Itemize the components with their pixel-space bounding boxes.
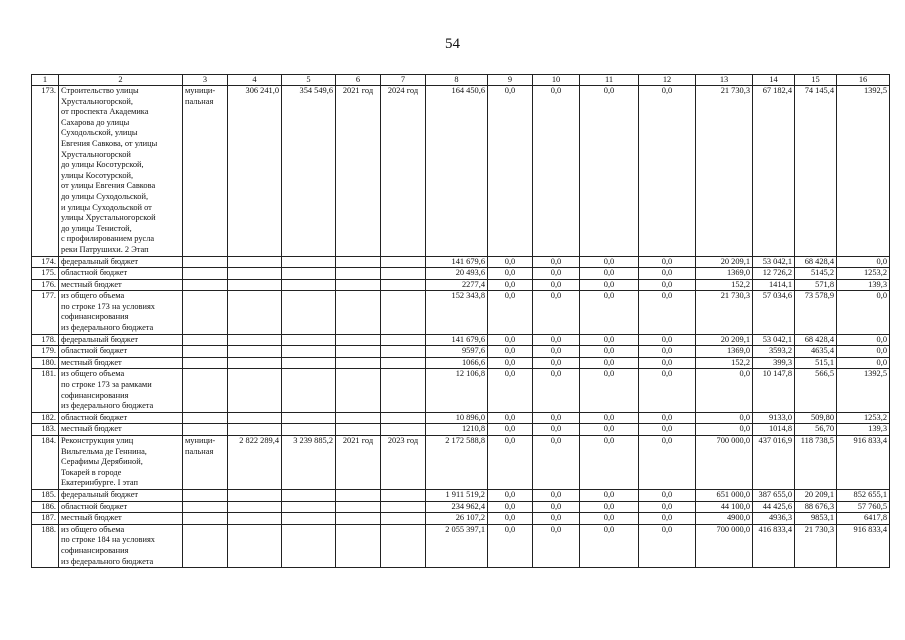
table-cell: 0,0 <box>639 489 696 501</box>
table-cell: 0,0 <box>580 412 639 424</box>
table-cell: 0,0 <box>488 412 533 424</box>
column-number: 15 <box>795 75 837 86</box>
table-cell: 2021 год <box>336 436 381 490</box>
table-cell: 0,0 <box>580 424 639 436</box>
table-cell <box>228 524 282 567</box>
table-cell <box>336 369 381 412</box>
row-name-cell: из общего объема по строке 184 на условиях софинансирования из федерального бюджета <box>59 524 183 567</box>
row-name-cell: Строительство улицы Хрустальногорской, от проспекта Академика Сахарова до улицы Суходольской, улицы Евгения Савкова, от улицы Хрустальногорской до улицы Косотурской, улицы Косотурской, от улицы Евгения Савкова до улицы Суходольской, и улицы Суходольской от улицы Хрустальногорской до улицы Тенистой, с профилированием русла реки Патрушихи. 2 Этап <box>59 86 183 257</box>
table-cell: 2023 год <box>381 436 426 490</box>
column-number: 9 <box>488 75 533 86</box>
table-cell: 0,0 <box>639 86 696 257</box>
table-cell: 0,0 <box>580 346 639 358</box>
table-cell: 354 549,6 <box>282 86 336 257</box>
row-name-cell: местный бюджет <box>59 279 183 291</box>
table-row <box>32 357 890 369</box>
table-cell: 0,0 <box>533 86 580 257</box>
table-cell: 0,0 <box>533 357 580 369</box>
table-cell <box>282 256 336 268</box>
table-cell: 0,0 <box>696 369 753 412</box>
table-cell: 20 209,1 <box>696 334 753 346</box>
table-cell <box>381 369 426 412</box>
table-cell: 437 016,9 <box>753 436 795 490</box>
row-number-cell: 181. <box>32 369 59 412</box>
row-number-cell: 180. <box>32 357 59 369</box>
table-cell <box>282 489 336 501</box>
table-cell: 0,0 <box>639 524 696 567</box>
column-number-row <box>32 75 890 86</box>
table-cell: 0,0 <box>580 268 639 280</box>
table-cell: 5145,2 <box>795 268 837 280</box>
table-cell: 0,0 <box>533 256 580 268</box>
table-cell: 0,0 <box>639 501 696 513</box>
table-cell: 0,0 <box>488 489 533 501</box>
table-cell <box>336 357 381 369</box>
table-cell <box>183 346 228 358</box>
table-cell: 44 100,0 <box>696 501 753 513</box>
table-cell: 2 822 289,4 <box>228 436 282 490</box>
table-cell: 0,0 <box>533 424 580 436</box>
table-cell: 0,0 <box>533 412 580 424</box>
table-cell <box>183 412 228 424</box>
table-cell <box>381 501 426 513</box>
row-name-cell: из общего объема по строке 173 за рамками софинансирования из федерального бюджета <box>59 369 183 412</box>
table-cell <box>381 357 426 369</box>
table-cell: 0,0 <box>488 279 533 291</box>
row-number-cell: 188. <box>32 524 59 567</box>
table-cell: 0,0 <box>580 513 639 525</box>
table-cell: 152,2 <box>696 279 753 291</box>
table-cell: 234 962,4 <box>426 501 488 513</box>
table-cell: 9597,6 <box>426 346 488 358</box>
table-cell: 0,0 <box>580 256 639 268</box>
table-cell: 0,0 <box>488 291 533 334</box>
table-cell: 0,0 <box>488 424 533 436</box>
table-cell: 916 833,4 <box>837 524 890 567</box>
row-number-cell: 185. <box>32 489 59 501</box>
table-cell <box>228 268 282 280</box>
table-cell: 1369,0 <box>696 268 753 280</box>
row-name-cell: областной бюджет <box>59 268 183 280</box>
table-cell: 164 450,6 <box>426 86 488 257</box>
row-name-cell: местный бюджет <box>59 357 183 369</box>
column-number: 1 <box>32 75 59 86</box>
table-cell <box>228 334 282 346</box>
row-name-cell: Реконструкция улиц Вильгельма де Геннина, Серафимы Дерябиной, Токарей в городе Екатеринбурге. I этап <box>59 436 183 490</box>
table-cell <box>183 357 228 369</box>
table-cell: 44 425,6 <box>753 501 795 513</box>
table-row <box>32 369 890 412</box>
table-cell <box>228 256 282 268</box>
table-row <box>32 334 890 346</box>
table-cell <box>183 524 228 567</box>
column-number: 7 <box>381 75 426 86</box>
table-cell: 0,0 <box>580 86 639 257</box>
table-cell <box>336 346 381 358</box>
table-cell <box>381 291 426 334</box>
table-cell: 73 578,9 <box>795 291 837 334</box>
table-cell: 0,0 <box>580 357 639 369</box>
table-cell: муници- пальная <box>183 436 228 490</box>
table-cell: 2 172 588,8 <box>426 436 488 490</box>
table-row <box>32 424 890 436</box>
row-name-cell: федеральный бюджет <box>59 334 183 346</box>
table-cell: 0,0 <box>533 334 580 346</box>
table-cell: 0,0 <box>639 436 696 490</box>
table-cell: 1066,6 <box>426 357 488 369</box>
table-cell: 4900,0 <box>696 513 753 525</box>
table-cell: 1210,8 <box>426 424 488 436</box>
table-cell <box>183 424 228 436</box>
table-cell: 0,0 <box>533 501 580 513</box>
table-cell <box>228 357 282 369</box>
table-cell: 387 655,0 <box>753 489 795 501</box>
table-cell: 20 493,6 <box>426 268 488 280</box>
table-cell: 0,0 <box>639 256 696 268</box>
table-cell: 0,0 <box>488 268 533 280</box>
table-cell <box>336 424 381 436</box>
table-cell: 0,0 <box>533 524 580 567</box>
row-number-cell: 183. <box>32 424 59 436</box>
table-cell: 0,0 <box>580 489 639 501</box>
table-cell: 118 738,5 <box>795 436 837 490</box>
table-cell <box>336 279 381 291</box>
table-cell: 68 428,4 <box>795 334 837 346</box>
table-cell: 12 106,8 <box>426 369 488 412</box>
table-cell: 12 726,2 <box>753 268 795 280</box>
table-row <box>32 291 890 334</box>
table-cell: 0,0 <box>580 524 639 567</box>
table-row <box>32 513 890 525</box>
table-cell: 0,0 <box>533 279 580 291</box>
table-cell: 20 209,1 <box>795 489 837 501</box>
table-cell: 1392,5 <box>837 369 890 412</box>
table-cell <box>183 501 228 513</box>
table-cell: 0,0 <box>488 501 533 513</box>
table-cell: 852 655,1 <box>837 489 890 501</box>
table-cell: 0,0 <box>533 268 580 280</box>
table-cell: 700 000,0 <box>696 524 753 567</box>
column-number: 11 <box>580 75 639 86</box>
table-cell <box>381 334 426 346</box>
table-cell <box>282 279 336 291</box>
table-cell: 3 239 885,2 <box>282 436 336 490</box>
table-cell <box>282 524 336 567</box>
table-cell <box>282 291 336 334</box>
table-cell: 0,0 <box>533 513 580 525</box>
budget-table <box>31 74 890 568</box>
table-cell: 0,0 <box>580 501 639 513</box>
table-cell <box>282 412 336 424</box>
table-cell <box>336 256 381 268</box>
table-cell <box>336 291 381 334</box>
column-number: 6 <box>336 75 381 86</box>
table-cell <box>381 268 426 280</box>
table-cell <box>282 369 336 412</box>
table-row <box>32 346 890 358</box>
row-number-cell: 178. <box>32 334 59 346</box>
table-cell <box>381 256 426 268</box>
column-number: 8 <box>426 75 488 86</box>
table-cell: 9853,1 <box>795 513 837 525</box>
table-cell <box>228 291 282 334</box>
table-cell: 0,0 <box>837 291 890 334</box>
table-cell: 6417,8 <box>837 513 890 525</box>
table-cell <box>336 524 381 567</box>
table-cell: 0,0 <box>488 524 533 567</box>
table-cell <box>183 489 228 501</box>
row-name-cell: местный бюджет <box>59 424 183 436</box>
table-cell: 20 209,1 <box>696 256 753 268</box>
table-cell: 53 042,1 <box>753 256 795 268</box>
table-row <box>32 412 890 424</box>
column-number: 10 <box>533 75 580 86</box>
table-cell: 515,1 <box>795 357 837 369</box>
table-cell: 0,0 <box>696 424 753 436</box>
table-cell: 1 911 519,2 <box>426 489 488 501</box>
table-cell <box>183 268 228 280</box>
table-cell <box>336 412 381 424</box>
table-cell <box>228 369 282 412</box>
table-cell <box>336 334 381 346</box>
table-row <box>32 524 890 567</box>
table-cell: 0,0 <box>580 291 639 334</box>
table-cell <box>381 524 426 567</box>
table-cell: 53 042,1 <box>753 334 795 346</box>
table-cell: 0,0 <box>580 279 639 291</box>
table-cell: 306 241,0 <box>228 86 282 257</box>
table-cell: 0,0 <box>488 436 533 490</box>
table-cell <box>228 412 282 424</box>
table-cell: 88 676,3 <box>795 501 837 513</box>
row-number-cell: 186. <box>32 501 59 513</box>
table-cell <box>381 279 426 291</box>
row-number-cell: 177. <box>32 291 59 334</box>
row-number-cell: 174. <box>32 256 59 268</box>
row-number-cell: 184. <box>32 436 59 490</box>
table-cell: 141 679,6 <box>426 256 488 268</box>
table-cell: 0,0 <box>639 279 696 291</box>
table-cell <box>183 279 228 291</box>
table-cell <box>228 279 282 291</box>
table-cell <box>336 268 381 280</box>
table-cell: 399,3 <box>753 357 795 369</box>
table-cell <box>282 268 336 280</box>
table-cell: 0,0 <box>533 369 580 412</box>
table-cell: 4936,3 <box>753 513 795 525</box>
table-cell <box>381 346 426 358</box>
table-cell: 571,8 <box>795 279 837 291</box>
table-cell: 152 343,8 <box>426 291 488 334</box>
table-cell: 0,0 <box>639 346 696 358</box>
table-cell: 0,0 <box>639 369 696 412</box>
row-name-cell: из общего объема по строке 173 на условиях софинансирования из федерального бюджета <box>59 291 183 334</box>
table-cell: 74 145,4 <box>795 86 837 257</box>
table-cell: 68 428,4 <box>795 256 837 268</box>
table-cell: 0,0 <box>488 256 533 268</box>
table-row <box>32 279 890 291</box>
row-name-cell: областной бюджет <box>59 412 183 424</box>
table-cell: 0,0 <box>488 369 533 412</box>
table-cell: 139,3 <box>837 279 890 291</box>
table-cell <box>228 346 282 358</box>
table-cell: 0,0 <box>533 436 580 490</box>
table-cell: 509,80 <box>795 412 837 424</box>
table-cell: 416 833,4 <box>753 524 795 567</box>
table-cell: 0,0 <box>837 346 890 358</box>
table-row <box>32 436 890 490</box>
table-cell: 10 896,0 <box>426 412 488 424</box>
table-cell: 2024 год <box>381 86 426 257</box>
table-cell: 152,2 <box>696 357 753 369</box>
row-name-cell: федеральный бюджет <box>59 489 183 501</box>
table-cell <box>282 357 336 369</box>
table-cell <box>282 334 336 346</box>
table-cell <box>183 334 228 346</box>
table-cell: 1414,1 <box>753 279 795 291</box>
table-cell: 0,0 <box>488 334 533 346</box>
table-cell: 26 107,2 <box>426 513 488 525</box>
table-row <box>32 501 890 513</box>
column-number: 4 <box>228 75 282 86</box>
table-cell: 67 182,4 <box>753 86 795 257</box>
row-name-cell: областной бюджет <box>59 501 183 513</box>
table-cell: 0,0 <box>533 291 580 334</box>
table-cell: 0,0 <box>837 256 890 268</box>
table-cell: 0,0 <box>639 357 696 369</box>
column-number: 12 <box>639 75 696 86</box>
table-cell: 2 055 397,1 <box>426 524 488 567</box>
table-cell: 0,0 <box>488 346 533 358</box>
table-cell <box>228 513 282 525</box>
table-cell <box>183 256 228 268</box>
table-cell <box>381 513 426 525</box>
table-cell: 0,0 <box>488 357 533 369</box>
table-cell: 651 000,0 <box>696 489 753 501</box>
table-cell: 57 034,6 <box>753 291 795 334</box>
table-cell <box>381 412 426 424</box>
row-number-cell: 176. <box>32 279 59 291</box>
table-row <box>32 86 890 257</box>
table-cell: 57 760,5 <box>837 501 890 513</box>
table-cell: 9133,0 <box>753 412 795 424</box>
table-row <box>32 268 890 280</box>
table-cell: 4635,4 <box>795 346 837 358</box>
table-cell: 21 730,3 <box>696 86 753 257</box>
table-cell: 1253,2 <box>837 412 890 424</box>
table-cell <box>336 489 381 501</box>
table-cell <box>228 489 282 501</box>
row-name-cell: федеральный бюджет <box>59 256 183 268</box>
table-cell: 0,0 <box>488 513 533 525</box>
table-cell <box>282 513 336 525</box>
table-cell: 1392,5 <box>837 86 890 257</box>
table-cell: 139,3 <box>837 424 890 436</box>
table-cell: 0,0 <box>639 513 696 525</box>
table-cell <box>183 369 228 412</box>
row-number-cell: 182. <box>32 412 59 424</box>
table-cell: 2277,4 <box>426 279 488 291</box>
table-cell <box>282 501 336 513</box>
table-row <box>32 489 890 501</box>
row-name-cell: местный бюджет <box>59 513 183 525</box>
table-cell: 0,0 <box>580 369 639 412</box>
table-cell: 0,0 <box>533 489 580 501</box>
table-cell <box>282 424 336 436</box>
table-cell: 0,0 <box>639 268 696 280</box>
row-number-cell: 175. <box>32 268 59 280</box>
table-cell: 0,0 <box>488 86 533 257</box>
table-cell: 700 000,0 <box>696 436 753 490</box>
row-name-cell: областной бюджет <box>59 346 183 358</box>
column-number: 13 <box>696 75 753 86</box>
table-cell: 0,0 <box>580 334 639 346</box>
table-cell <box>336 501 381 513</box>
table-cell: 1369,0 <box>696 346 753 358</box>
table-cell: 0,0 <box>837 334 890 346</box>
table-cell: 1253,2 <box>837 268 890 280</box>
table-cell <box>183 291 228 334</box>
table-cell: 21 730,3 <box>696 291 753 334</box>
table-cell: 0,0 <box>639 291 696 334</box>
table-cell <box>381 489 426 501</box>
table-cell: 0,0 <box>639 412 696 424</box>
table-cell: 21 730,3 <box>795 524 837 567</box>
table-cell: 0,0 <box>533 346 580 358</box>
column-number: 16 <box>837 75 890 86</box>
table-cell <box>282 346 336 358</box>
column-number: 5 <box>282 75 336 86</box>
table-cell: 0,0 <box>696 412 753 424</box>
page-number: 54 <box>445 36 460 52</box>
table-cell: 3593,2 <box>753 346 795 358</box>
table-cell: 2021 год <box>336 86 381 257</box>
table-row <box>32 256 890 268</box>
table-cell <box>183 513 228 525</box>
row-number-cell: 173. <box>32 86 59 257</box>
table-cell: 0,0 <box>639 424 696 436</box>
table-cell: 141 679,6 <box>426 334 488 346</box>
column-number: 14 <box>753 75 795 86</box>
table-cell <box>228 501 282 513</box>
table-cell: 0,0 <box>580 436 639 490</box>
column-number: 2 <box>59 75 183 86</box>
table-cell: 10 147,8 <box>753 369 795 412</box>
table-cell: 0,0 <box>837 357 890 369</box>
table-cell <box>381 424 426 436</box>
table-cell: 566,5 <box>795 369 837 412</box>
table-cell: муници- пальная <box>183 86 228 257</box>
table-cell: 0,0 <box>639 334 696 346</box>
row-number-cell: 179. <box>32 346 59 358</box>
table-cell <box>336 513 381 525</box>
column-number: 3 <box>183 75 228 86</box>
table-cell <box>228 424 282 436</box>
table-cell: 916 833,4 <box>837 436 890 490</box>
table-cell: 56,70 <box>795 424 837 436</box>
row-number-cell: 187. <box>32 513 59 525</box>
table-cell: 1014,8 <box>753 424 795 436</box>
